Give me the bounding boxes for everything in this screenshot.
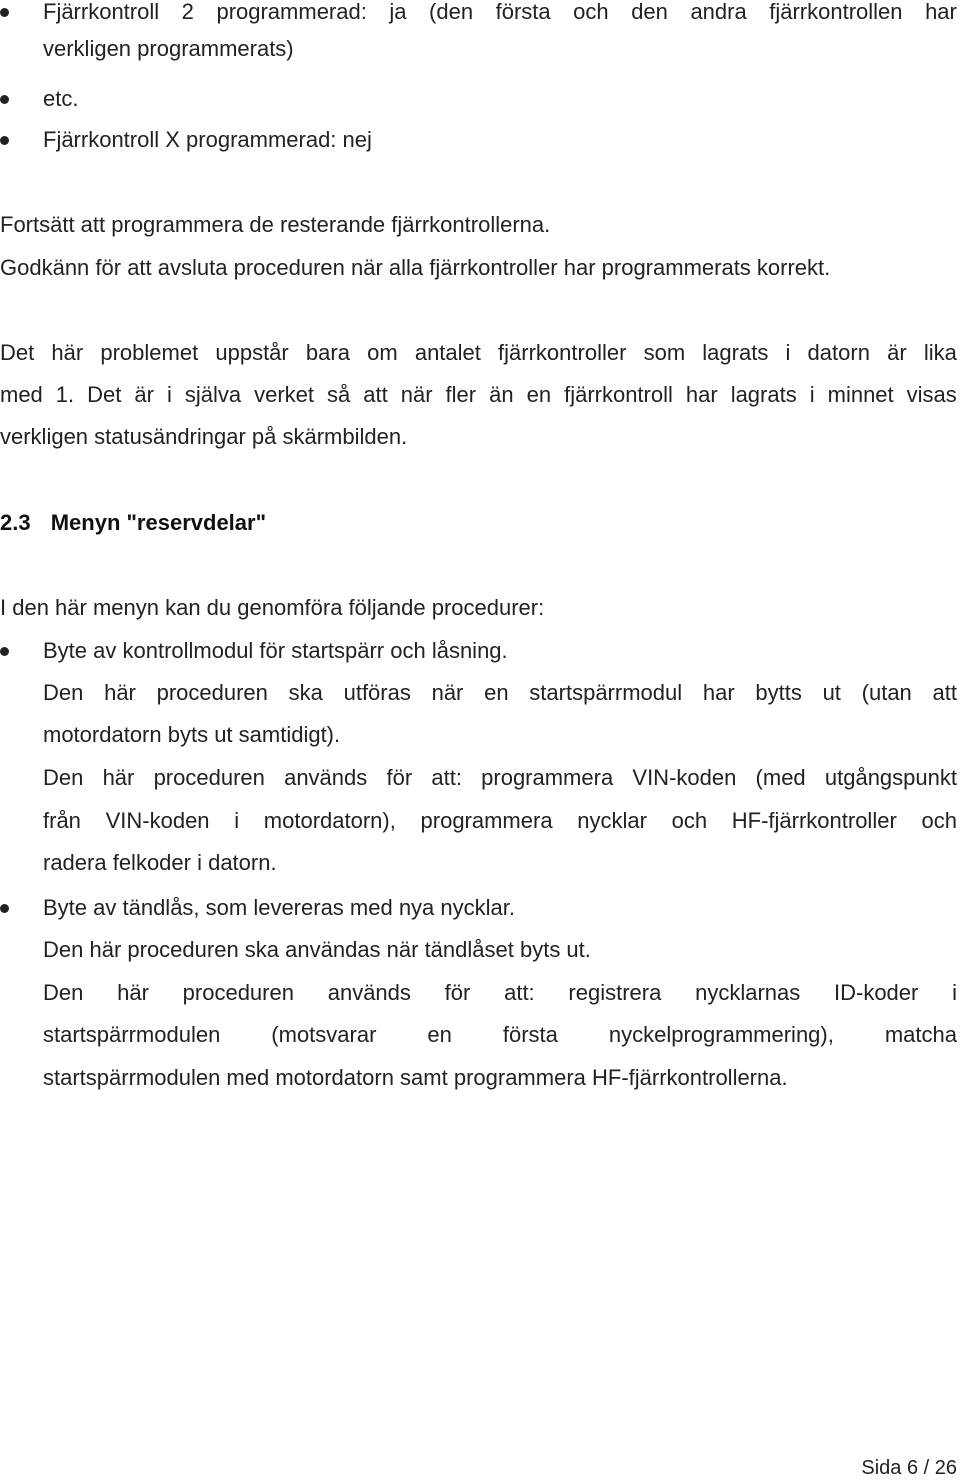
list-item-line: verkligen programmerats): [43, 36, 294, 61]
word: nycklar: [577, 808, 647, 833]
word: har: [925, 0, 957, 24]
word: Den: [43, 980, 84, 1005]
word: utgångspunkt: [824, 765, 957, 790]
list-item: Fjärrkontroll X programmerad: nej: [43, 127, 372, 152]
word: att:: [431, 765, 462, 790]
word: visas: [906, 382, 957, 407]
text-line: motordatorn byts ut samtidigt).: [43, 722, 341, 747]
word: har: [685, 382, 718, 407]
word: motordatorn),: [263, 808, 396, 833]
word: proceduren: [182, 980, 294, 1005]
word: och: [921, 808, 957, 833]
word: att:: [504, 980, 535, 1005]
word: utföras: [343, 680, 411, 705]
word: uppstår: [215, 340, 289, 365]
word: Fjärrkontroll: [43, 0, 160, 24]
word: VIN-koden: [632, 765, 737, 790]
word: 2: [181, 0, 194, 24]
word: är: [134, 382, 154, 407]
word: startspärrmodulen: [43, 1022, 221, 1047]
word: här: [51, 340, 84, 365]
word: verket: [254, 382, 315, 407]
word: datorn: [807, 340, 870, 365]
word: (den: [429, 0, 474, 24]
text-line: [43, 978, 957, 1008]
word: fjärrkontroller: [498, 340, 627, 365]
word: för: [386, 765, 413, 790]
word: i: [166, 382, 172, 407]
text-line: [43, 806, 957, 836]
word: Det: [87, 382, 122, 407]
page-number: Sida 6 / 26: [861, 1457, 957, 1479]
word: (motsvarar: [271, 1022, 377, 1047]
text-line: radera felkoder i datorn.: [43, 850, 277, 875]
word: en: [526, 382, 552, 407]
word: har: [702, 680, 735, 705]
word: används: [284, 765, 368, 790]
list-item-line: [43, 0, 957, 27]
word: att: [932, 680, 957, 705]
text-line: [43, 763, 957, 793]
word: HF-fjärrkontroller: [731, 808, 897, 833]
list-item-title: Byte av tändlås, som levereras med nya nycklar.: [43, 895, 515, 920]
word: en: [484, 680, 509, 705]
word: lika: [923, 340, 957, 365]
word: 1.: [55, 382, 75, 407]
word: första: [502, 1022, 558, 1047]
word: när: [400, 382, 433, 407]
section-title: Menyn "reservdelar": [50, 510, 267, 535]
word: från: [43, 808, 81, 833]
bullet-icon: [0, 8, 9, 17]
word: så: [327, 382, 351, 407]
word: ja: [389, 0, 407, 24]
word: problemet: [100, 340, 199, 365]
word: minnet: [827, 382, 894, 407]
word: i: [809, 382, 815, 407]
word: och: [671, 808, 708, 833]
text-line: Fortsätt att programmera de resterande fjärrkontrollerna.: [0, 212, 551, 237]
word: matcha: [884, 1022, 957, 1047]
section-number: 2.3: [0, 510, 31, 535]
word: första: [495, 0, 551, 24]
word: nycklarnas: [695, 980, 801, 1005]
word: Den: [43, 765, 84, 790]
word: att: [363, 382, 388, 407]
bullet-icon: [0, 136, 9, 145]
word: i: [785, 340, 791, 365]
intro-text: I den här menyn kan du genomföra följande procedurer:: [0, 595, 545, 620]
word: lagrats: [702, 340, 769, 365]
word: proceduren: [153, 765, 265, 790]
word: här: [104, 680, 136, 705]
word: programmera: [481, 765, 614, 790]
word: fjärrkontrollen: [769, 0, 903, 24]
bullet-icon: [0, 95, 9, 104]
word: andra: [690, 0, 747, 24]
word: med: [0, 382, 43, 407]
word: bara: [305, 340, 350, 365]
word: ID-koder: [834, 980, 919, 1005]
word: den: [631, 0, 668, 24]
word: programmera: [420, 808, 553, 833]
list-item: etc.: [43, 86, 79, 111]
word: för: [444, 980, 471, 1005]
word: Den: [43, 680, 84, 705]
text-line: [0, 380, 957, 410]
word: i: [234, 808, 240, 833]
word: här: [117, 980, 149, 1005]
text-line: verkligen statusändringar på skärmbilden.: [0, 424, 408, 449]
text-line: Godkänn för att avsluta proceduren när alla fjärrkontroller har programmerats korrekt.: [0, 255, 831, 280]
word: ska: [288, 680, 323, 705]
bullet-icon: [0, 904, 9, 913]
word: (med: [755, 765, 806, 790]
word: i: [952, 980, 957, 1005]
word: nyckelprogrammering),: [608, 1022, 834, 1047]
text-line: [0, 338, 957, 368]
word: Det: [0, 340, 35, 365]
word: lagrats: [730, 382, 797, 407]
word: (utan: [861, 680, 912, 705]
text-line: [43, 678, 957, 708]
word: som: [643, 340, 686, 365]
section-heading: [0, 508, 266, 538]
word: registrera: [568, 980, 662, 1005]
word: är: [887, 340, 907, 365]
word: antalet: [414, 340, 481, 365]
word: proceduren: [156, 680, 268, 705]
list-item-title: Byte av kontrollmodul för startspärr och låsning.: [43, 638, 508, 663]
word: och: [573, 0, 609, 24]
word: än: [489, 382, 514, 407]
bullet-icon: [0, 647, 9, 656]
word: startspärrmodul: [529, 680, 683, 705]
word: ut: [822, 680, 841, 705]
word: VIN-koden: [105, 808, 210, 833]
word: fjärrkontroll: [564, 382, 673, 407]
word: fler: [445, 382, 477, 407]
word: en: [427, 1022, 452, 1047]
word: används: [327, 980, 411, 1005]
word: bytts: [755, 680, 802, 705]
word: när: [431, 680, 464, 705]
text-line: startspärrmodulen med motordatorn samt programmera HF-fjärrkontrollerna.: [43, 1065, 788, 1090]
word: själva: [184, 382, 242, 407]
word: programmerad:: [216, 0, 367, 24]
text-line: Den här proceduren ska användas när tändlåset byts ut.: [43, 937, 591, 962]
word: om: [367, 340, 398, 365]
text-line: [43, 1020, 957, 1050]
word: här: [102, 765, 135, 790]
